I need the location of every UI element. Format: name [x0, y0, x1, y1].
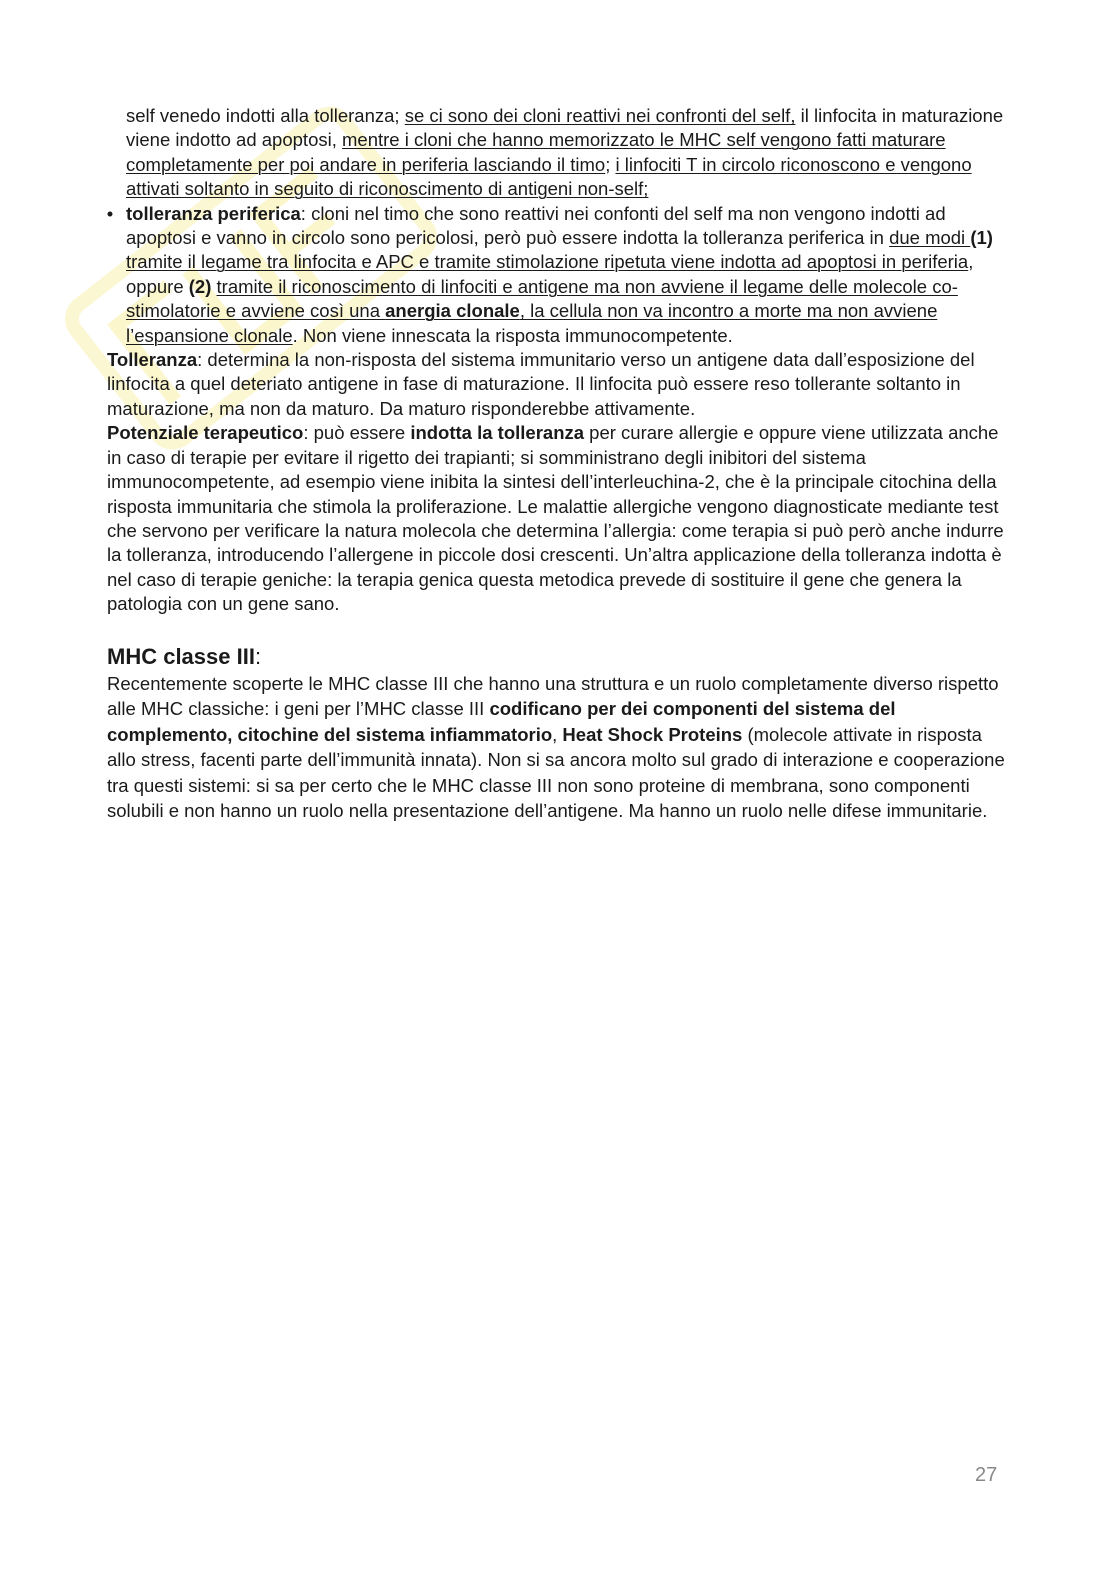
- text-segment: ;: [605, 153, 616, 175]
- bold-phrase: codificano per dei componenti del sistema del complemento, citochine del sistema infiammatorio: [107, 698, 896, 745]
- text-segment: self venedo indotti alla tolleranza;: [126, 105, 405, 126]
- text-segment: per curare allergie e oppure viene utilizzata anche in caso di terapie per evitare il rigetto dei trapianti; si somministrano degli inibitori del sistema immunocompetente, ad esempio viene inibita la sintesi dell’interleuchina-2, che è la principale citochina della risposta immunitaria che stimola la proliferazione. Le malattie allergiche vengono diagnosticate mediante test che servono per verificare la natura molecola che determina l’allergia: come terapia si può però anche indurre la tolleranza, introducendo l’allergene in piccole dosi crescenti. Un’altra applicazione della tolleranza indotta è nel caso di terapie geniche: la terapia genica questa metodica prevede di sostituire il gene che genera la patologia con un gene sano.: [107, 422, 1004, 615]
- text-segment: . Non viene innescata la risposta immunocompetente.: [292, 324, 733, 346]
- text-segment: : cloni nel timo che sono reattivi nei confonti del self ma non vengono indotti ad apoptosi e vanno in circolo sono pericolosi, però può essere indotta la tolleranza periferica in: [126, 202, 946, 249]
- underlined-text: mentre i cloni che hanno memorizzato le MHC self vengono fatti maturare completamente per poi andare in periferia lasciando il timo: [126, 129, 946, 175]
- bold-underlined-term: anergia clonale: [385, 300, 520, 322]
- bold-marker: (2): [188, 275, 212, 297]
- tolleranza-paragraph: [107, 348, 1007, 421]
- underlined-text: tramite il legame tra linfocita e APC e tramite stimolazione ripetuta viene indotta ad apoptosi in periferia: [126, 251, 969, 273]
- heading-text: MHC classe III: [107, 643, 255, 669]
- underlined-text: i linfociti T in circolo riconoscono e vengono attivati soltanto in seguito di riconoscimento di antigeni non-self;: [126, 153, 972, 200]
- list-item-tolleranza-periferica: [107, 202, 1007, 348]
- bold-term: Potenziale terapeutico: [107, 422, 304, 444]
- section-heading-mhc-iii: [107, 643, 1007, 671]
- text-segment: : può essere: [303, 422, 411, 444]
- bold-marker: (1): [970, 227, 993, 249]
- bold-phrase: Heat Shock Proteins: [562, 723, 743, 745]
- text-segment: : determina la non-risposta del sistema immunitario verso un antigene data dall’esposizione del linfocita a quel deteriato antigene in fase di maturazione. Il linfocita può essere reso tollerante soltanto in maturazione, ma non da maturo. Da maturo risponderebbe attivamente.: [107, 349, 975, 419]
- bold-phrase: indotta la tolleranza: [410, 422, 585, 444]
- underlined-text: due modi: [889, 227, 971, 249]
- underlined-text: , la cellula non va incontro a morte ma non avviene l’espansione clonale: [126, 300, 938, 346]
- underlined-text: tramite il riconoscimento di linfociti e antigene ma non avviene il legame delle molecole co-stimolatorie e avviene così una: [126, 275, 958, 322]
- potenziale-paragraph: [107, 421, 1007, 616]
- bold-term: Tolleranza: [107, 349, 198, 371]
- bullet-icon: •: [106, 202, 114, 224]
- bold-term: tolleranza periferica: [126, 202, 301, 224]
- text-segment: Recentemente scoperte le MHC classe III che hanno una struttura e un ruolo completamente diverso rispetto alle MHC classiche: i geni per l’MHC classe III: [107, 672, 999, 720]
- text-segment: , oppure: [126, 251, 974, 297]
- mhc3-paragraph: [107, 671, 1007, 824]
- heading-colon: :: [254, 643, 262, 669]
- text-segment: il linfocita in maturazione viene indotto ad apoptosi,: [126, 105, 1004, 151]
- text-segment: ,: [552, 723, 563, 745]
- underlined-text: se ci sono dei cloni reattivi nei confronti del self,: [404, 105, 796, 126]
- page-body: [107, 104, 1007, 824]
- text-segment: (molecole attivate in risposta allo stress, facenti parte dell’immunità innata). Non si sa ancora molto sul grado di interazione e cooperazione tra questi sistemi: si sa per certo che le MHC classe III non sono proteine di membrana, sono componenti solubili e non hanno un ruolo nella presentazione dell’antigene. Ma hanno un ruolo nelle difese immunitarie.: [107, 723, 1005, 822]
- page-number: 27: [975, 1464, 998, 1486]
- list-item-text: [126, 202, 1007, 348]
- continuation-paragraph: [107, 104, 1007, 202]
